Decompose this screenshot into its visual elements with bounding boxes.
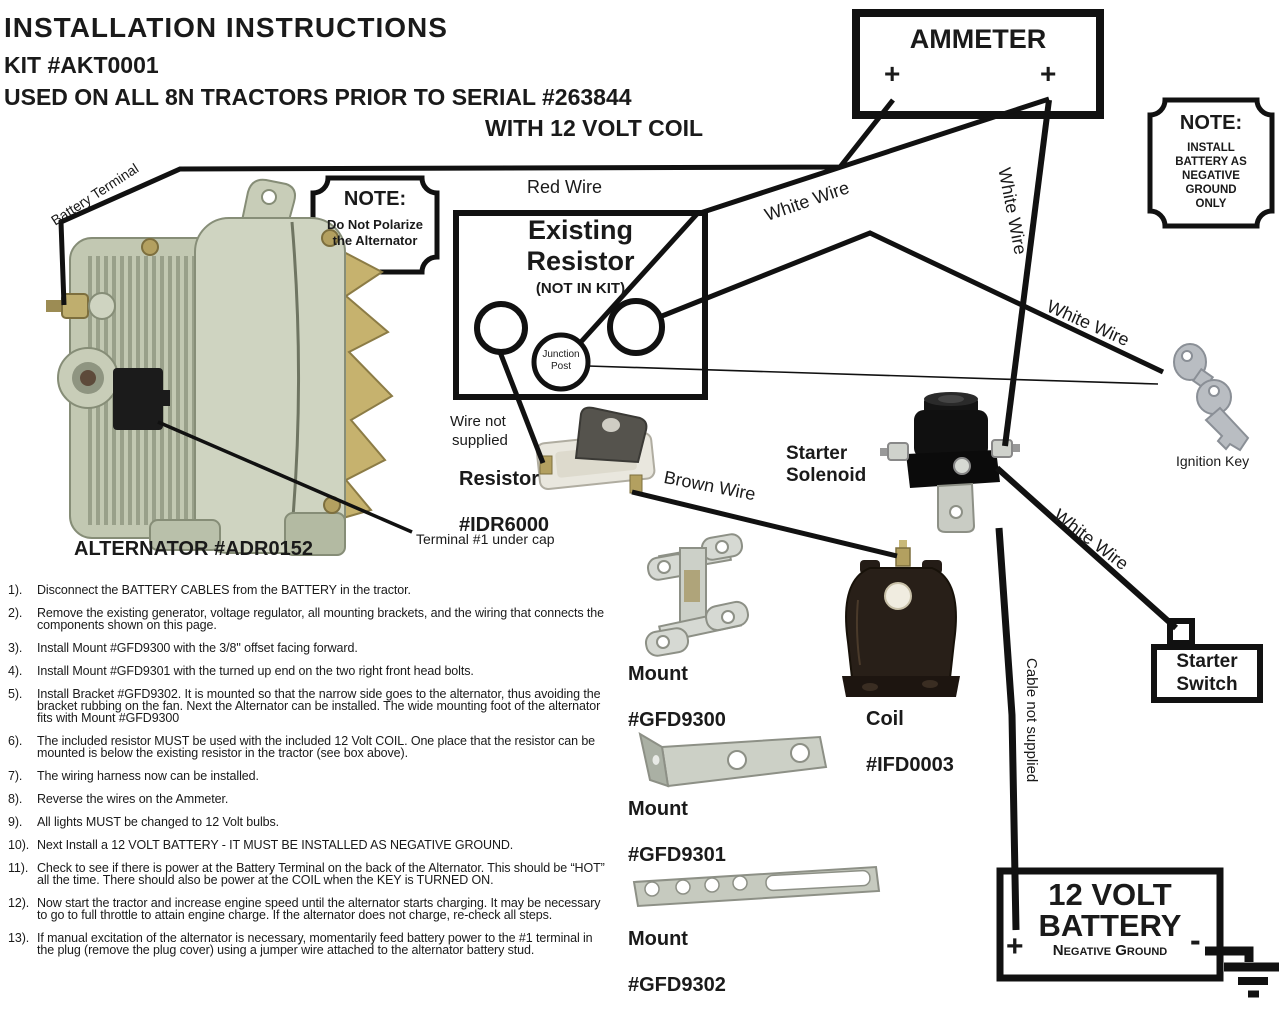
step-text: If manual excitation of the alternator is necessary, momentarily feed battery power to the #1 terminal in the plug (remove the plug cover) using a jumper wire attached to the alternator battery stud. xyxy=(37,931,593,957)
solenoid-label-line1: Starter xyxy=(786,443,848,464)
brown-wire-label: Brown Wire xyxy=(662,467,758,505)
ignition-key-label: Ignition Key xyxy=(1176,453,1250,469)
step-text: Install Mount #GFD9301 with the turned up end on the two right front head bolts. xyxy=(37,664,474,678)
step-text: The included resistor MUST be used with the included 12 Volt COIL. One place that the resistor can be mounted is below the existing resistor in the tractor (see box above). xyxy=(37,734,596,760)
red-wire-label: Red Wire xyxy=(527,177,603,197)
step-number: 8). xyxy=(8,792,23,806)
white-wire-resistor-to-key xyxy=(662,233,1163,372)
step-number: 3). xyxy=(8,641,23,655)
instruction-step xyxy=(6,642,610,654)
ignition-key-photo xyxy=(1174,344,1248,450)
note-polarize-line1: Do Not Polarize xyxy=(326,217,424,232)
mount-9301-label xyxy=(628,798,726,867)
junction-post-label-line1: Junction xyxy=(542,349,580,360)
existing-resistor-title1: Existing xyxy=(527,215,634,245)
mount-9300-label-line1: Mount xyxy=(628,663,688,685)
cable-not-supplied-label: Cable not supplied xyxy=(1023,658,1040,783)
instruction-step xyxy=(6,816,610,828)
resistor-terminal-circle-right xyxy=(610,301,662,353)
junction-post-label-line2: Post xyxy=(550,361,571,372)
solenoid-photo xyxy=(880,392,1020,532)
white-wire-label-switch: White Wire xyxy=(1049,505,1133,574)
coil-label-line1: Coil xyxy=(866,708,904,730)
note-polarize-line2: the Alternator xyxy=(332,233,418,248)
step-text: Next Install a 12 VOLT BATTERY - IT MUST BE INSTALLED AS NEGATIVE GROUND. xyxy=(37,838,514,852)
step-number: 7). xyxy=(8,769,23,783)
ammeter-title: AMMETER xyxy=(909,24,1047,54)
note-battery-line3: NEGATIVE xyxy=(1182,170,1240,182)
white-wire-label-key: White Wire xyxy=(1043,296,1133,351)
instruction-step xyxy=(6,839,610,851)
note-polarize-heading: NOTE: xyxy=(343,188,407,210)
wire-not-supplied-label-line2: supplied xyxy=(452,432,508,449)
battery-line1: 12 VOLT xyxy=(1048,877,1172,912)
terminal1-label: Terminal #1 under cap xyxy=(416,531,555,547)
instruction-step xyxy=(6,897,610,921)
resistor-label-line2: #IDR6000 xyxy=(459,514,550,536)
mount-9302-photo xyxy=(634,867,879,906)
mount-9302-label-line2: #GFD9302 xyxy=(628,974,726,996)
instruction-step xyxy=(6,688,610,724)
step-text: Check to see if there is power at the Battery Terminal on the back of the Alternator. This should be “HOT” all the time. There should also be power at the COIL when the KEY is TURNED ON. xyxy=(37,861,605,887)
coil-label xyxy=(866,708,954,777)
battery-negative-ground: Negative Ground xyxy=(1052,942,1168,959)
coil-photo xyxy=(842,540,960,697)
mount-9302-label xyxy=(628,928,726,997)
mount-9300-photo xyxy=(644,533,750,658)
step-number: 12). xyxy=(8,896,30,910)
instruction-step xyxy=(6,862,610,886)
note-battery-line2: BATTERY AS xyxy=(1175,156,1247,168)
wire-not-supplied-label-line1: Wire not xyxy=(450,413,506,430)
step-number: 11). xyxy=(8,861,29,875)
step-number: 4). xyxy=(8,664,23,678)
mount-9302-label-line1: Mount xyxy=(628,928,688,950)
note-battery-line1: INSTALL xyxy=(1187,142,1235,154)
step-text: Reverse the wires on the Ammeter. xyxy=(37,792,229,806)
solenoid-label xyxy=(786,443,866,487)
battery-terminal-label: Battery Terminal xyxy=(48,160,142,229)
ammeter-plus-left: + xyxy=(884,58,901,89)
instruction-step xyxy=(6,932,610,956)
mount-9301-label-line1: Mount xyxy=(628,798,688,820)
step-text: Install Mount #GFD9300 with the 3/8" offset facing forward. xyxy=(37,641,358,655)
alternator-plug xyxy=(113,368,163,430)
resistor-terminal-circle-left xyxy=(477,304,525,352)
resistor-label-line1: Resistor xyxy=(459,468,540,490)
note-battery-line5: ONLY xyxy=(1195,198,1227,210)
white-wire-label-ammeter: White Wire xyxy=(762,177,852,225)
coil-voltage-line: WITH 12 VOLT COIL xyxy=(485,115,704,141)
white-wire-ammeter-to-solenoid xyxy=(1005,100,1049,446)
step-number: 1). xyxy=(8,583,23,597)
kit-number: KIT #AKT0001 xyxy=(4,52,159,78)
step-number: 10). xyxy=(8,838,30,852)
coil-label-line2: #IFD0003 xyxy=(866,754,954,776)
instruction-step xyxy=(6,793,610,805)
brown-wire-line xyxy=(632,492,897,556)
mount-9301-photo xyxy=(640,734,826,786)
resistor-label xyxy=(459,468,549,537)
step-number: 13). xyxy=(8,931,30,945)
existing-resistor-subtitle: (NOT IN KIT) xyxy=(535,280,626,297)
battery-line2: BATTERY xyxy=(1038,908,1182,943)
instruction-step xyxy=(6,770,610,782)
solenoid-label-line2: Solenoid xyxy=(786,465,867,486)
resistor-photo xyxy=(536,408,655,493)
existing-resistor-title2: Resistor xyxy=(526,246,635,276)
step-text: All lights MUST be changed to 12 Volt bulbs. xyxy=(37,815,280,829)
instruction-list xyxy=(6,584,610,967)
applicability-line: USED ON ALL 8N TRACTORS PRIOR TO SERIAL #263844 xyxy=(4,84,632,110)
step-number: 5). xyxy=(8,687,23,701)
step-number: 9). xyxy=(8,815,23,829)
mount-9300-label-line2: #GFD9300 xyxy=(628,709,726,731)
note-battery-heading: NOTE: xyxy=(1179,112,1243,134)
mount-9300-label xyxy=(628,663,726,732)
step-text: Disconnect the BATTERY CABLES from the BATTERY in the tractor. xyxy=(37,583,411,597)
starter-switch-line2: Switch xyxy=(1176,674,1238,695)
step-text: Remove the existing generator, voltage regulator, all mounting brackets, and the wiring that connects the components shown on this page. xyxy=(37,606,604,632)
note-battery-line4: GROUND xyxy=(1185,184,1237,196)
instruction-step xyxy=(6,665,610,677)
instruction-step xyxy=(6,607,610,631)
step-text: Now start the tractor and increase engine speed until the alternator starts charging. It may be necessary to go to full throttle to attain engine charge. If the alternator does not charge, re-check all steps. xyxy=(37,896,601,922)
step-text: The wiring harness now can be installed. xyxy=(37,769,259,783)
instruction-step xyxy=(6,735,610,759)
white-wire-label-solenoid: White Wire xyxy=(994,166,1031,257)
instruction-step xyxy=(6,584,610,596)
mount-9301-label-line2: #GFD9301 xyxy=(628,844,726,866)
alternator-label: ALTERNATOR #ADR0152 xyxy=(74,538,313,560)
starter-switch-line1: Starter xyxy=(1176,651,1238,672)
ammeter-plus-right: + xyxy=(1040,58,1057,89)
page-title: INSTALLATION INSTRUCTIONS xyxy=(4,12,448,43)
step-number: 6). xyxy=(8,734,23,748)
battery-minus: - xyxy=(1190,922,1201,958)
step-number: 2). xyxy=(8,606,23,620)
step-text: Install Bracket #GFD9302. It is mounted so that the narrow side goes to the alternator, thus avoiding the bracket rubbing on the fan. Next the Alternator can be installed. The wide mounting foot of the alternator fits with Mount #GFD9300 xyxy=(37,687,601,725)
battery-plus: + xyxy=(1006,930,1024,963)
